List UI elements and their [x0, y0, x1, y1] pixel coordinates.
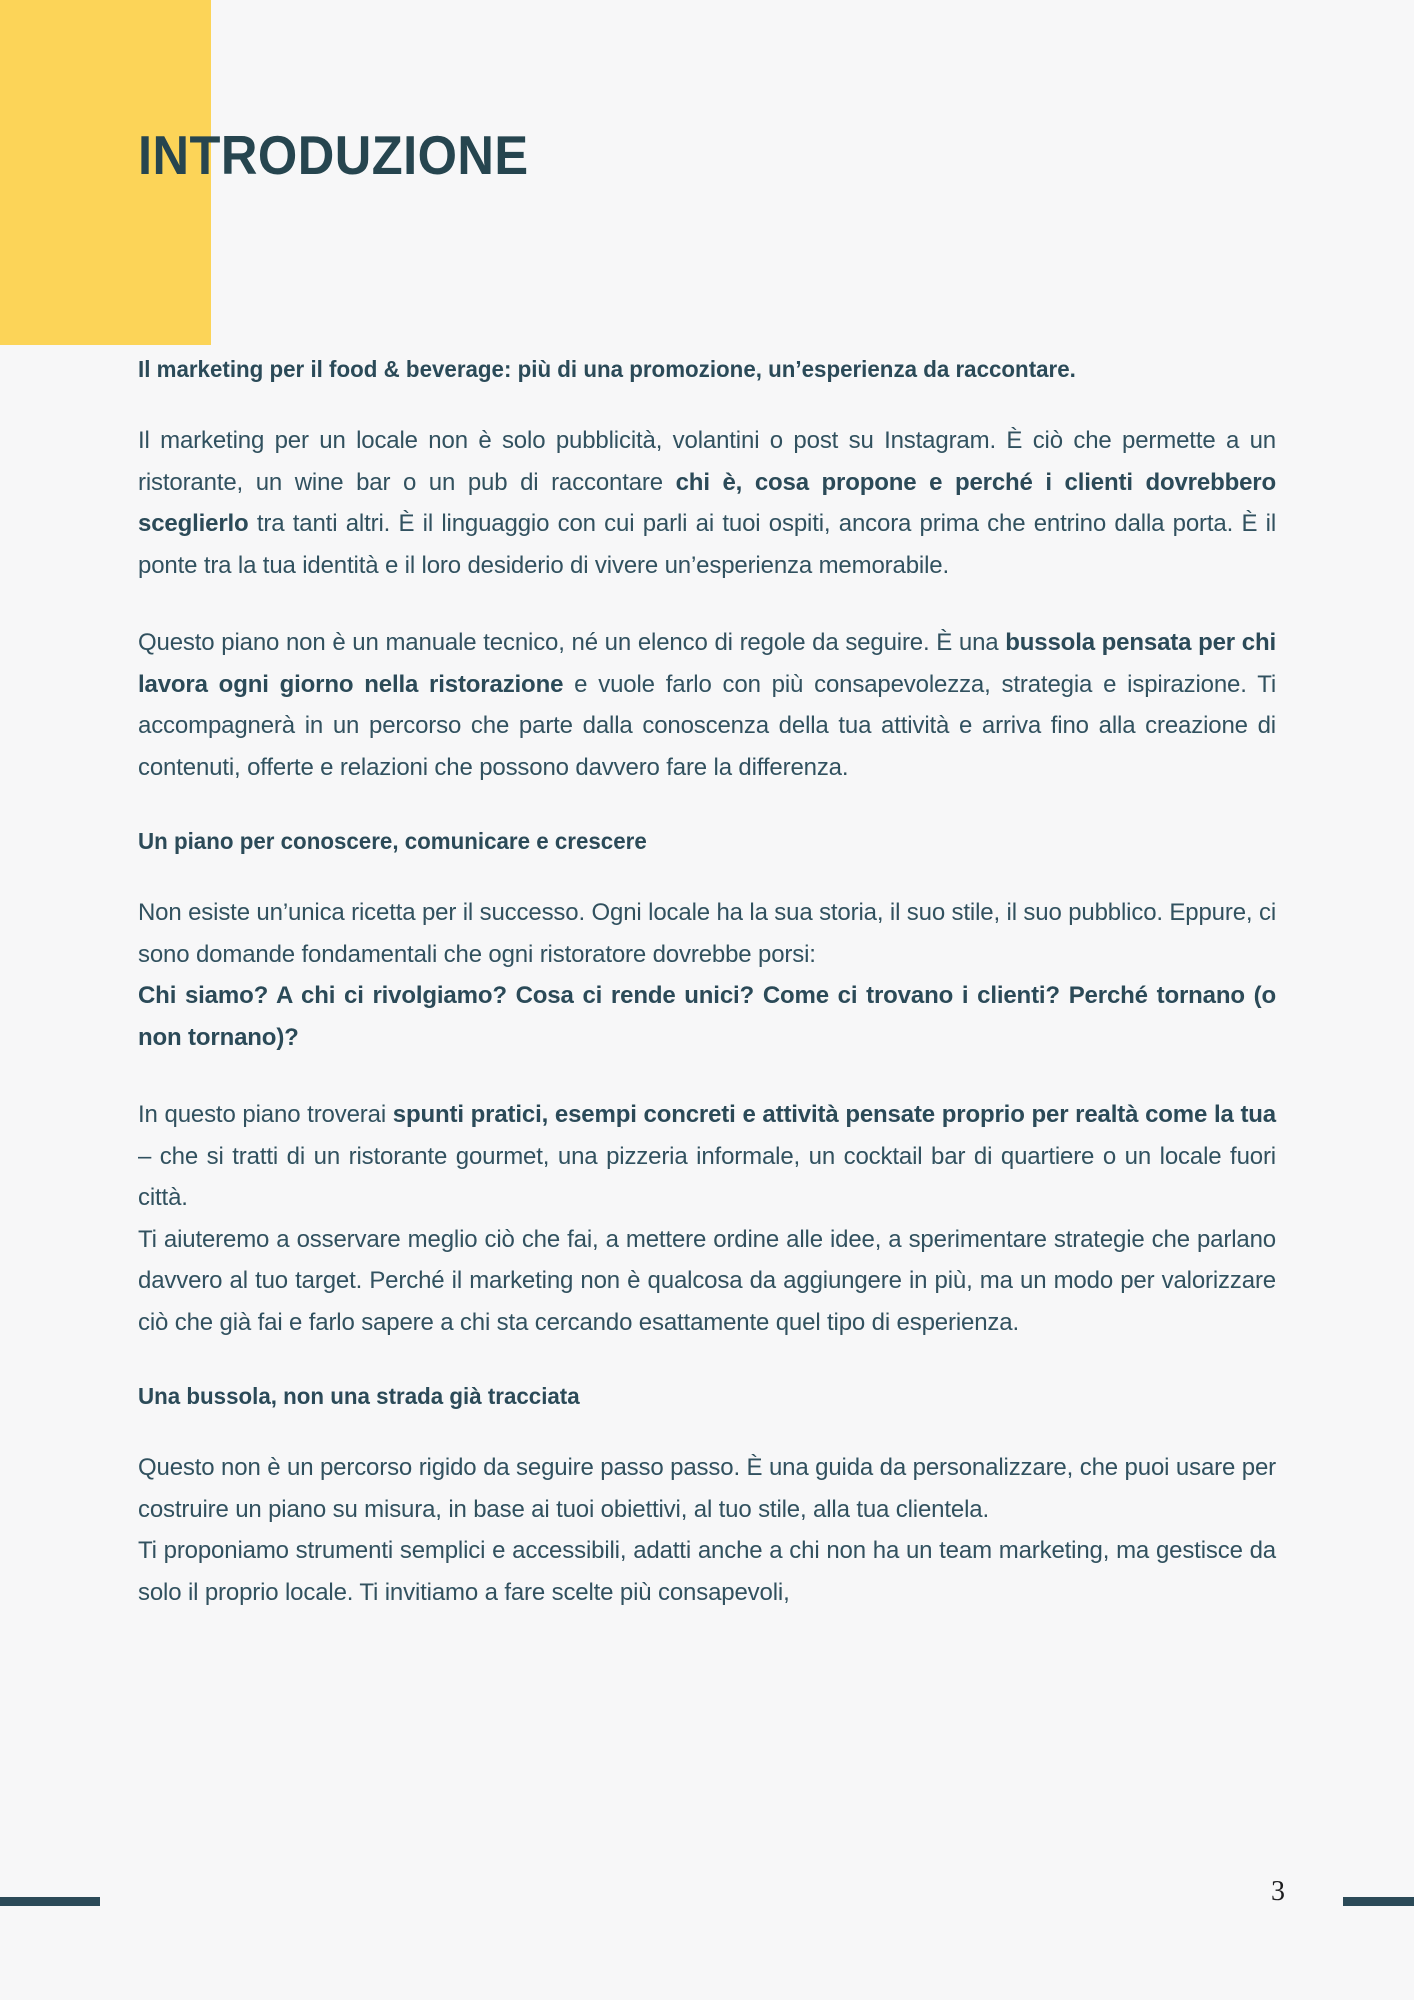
lead-heading: Il marketing per il food & beverage: più di una promozione, un’esperienza da raccontare. [138, 356, 1076, 382]
paragraph-4: In questo piano troverai spunti pratici, esempi concreti e attività pensate proprio per realtà come la tua – che si tratti di un ristorante gourmet, una pizzeria informale, un cocktail bar di quartiere o un locale fuori città. [138, 1101, 1276, 1211]
page-title: INTRODUZIONE [138, 124, 529, 186]
paragraph-3: Non esiste un’unica ricetta per il successo. Ogni locale ha la sua storia, il suo stile, il suo pubblico. Eppure, ci sono domande fondamentali che ogni ristoratore dovrebbe porsi: [138, 899, 1276, 968]
footer-rule-right [1343, 1897, 1414, 1906]
page-number: 3 [1271, 1876, 1285, 1907]
paragraph-2: Questo piano non è un manuale tecnico, né un elenco di regole da seguire. È una bussola pensata per chi lavora ogni giorno nella ristorazione e vuole farlo con più consapevolezza, strategia e ispirazione. Ti accompagnerà in un percorso che parte dalla conoscenza della tua attività e arriva fino alla creazione di contenuti, offerte e relazioni che possono davvero fare la differenza. [138, 629, 1276, 781]
paragraph-3b: Chi siamo? A chi ci rivolgiamo? Cosa ci rende unici? Come ci trovano i clienti? Perché tornano (o non tornano)? [138, 982, 1276, 1051]
paragraph-6: Questo non è un percorso rigido da seguire passo passo. È una guida da personalizzare, che puoi usare per costruire un piano su misura, in base ai tuoi obiettivi, al tuo stile, alla tua clientela. [138, 1454, 1276, 1523]
subheading-una-bussola: Una bussola, non una strada già tracciata [138, 1383, 580, 1409]
footer-rule-left [0, 1897, 100, 1906]
paragraph-7: Ti proponiamo strumenti semplici e accessibili, adatti anche a chi non ha un team marketing, ma gestisce da solo il proprio locale. Ti invitiamo a fare scelte più consapevoli, [138, 1537, 1276, 1606]
paragraph-5: Ti aiuteremo a osservare meglio ciò che fai, a mettere ordine alle idee, a sperimentare strategie che parlano davvero al tuo target. Perché il marketing non è qualcosa da aggiungere in più, ma un modo per valorizzare ciò che già fai e farlo sapere a chi sta cercando esattamente quel tipo di esperienza. [138, 1225, 1276, 1336]
page-content [138, 352, 1276, 1649]
paragraph-1: Il marketing per un locale non è solo pubblicità, volantini o post su Instagram. È ciò che permette a un ristorante, un wine bar o un pub di raccontare chi è, cosa propone e perché i clienti dovrebbero sceglierlo tra tanti altri. È il linguaggio con cui parli ai tuoi ospiti, ancora prima che entrino dalla porta. È il ponte tra la tua identità e il loro desiderio di vivere un’esperienza memorabile. [138, 427, 1276, 579]
subheading-un-piano: Un piano per conoscere, comunicare e crescere [138, 828, 647, 854]
